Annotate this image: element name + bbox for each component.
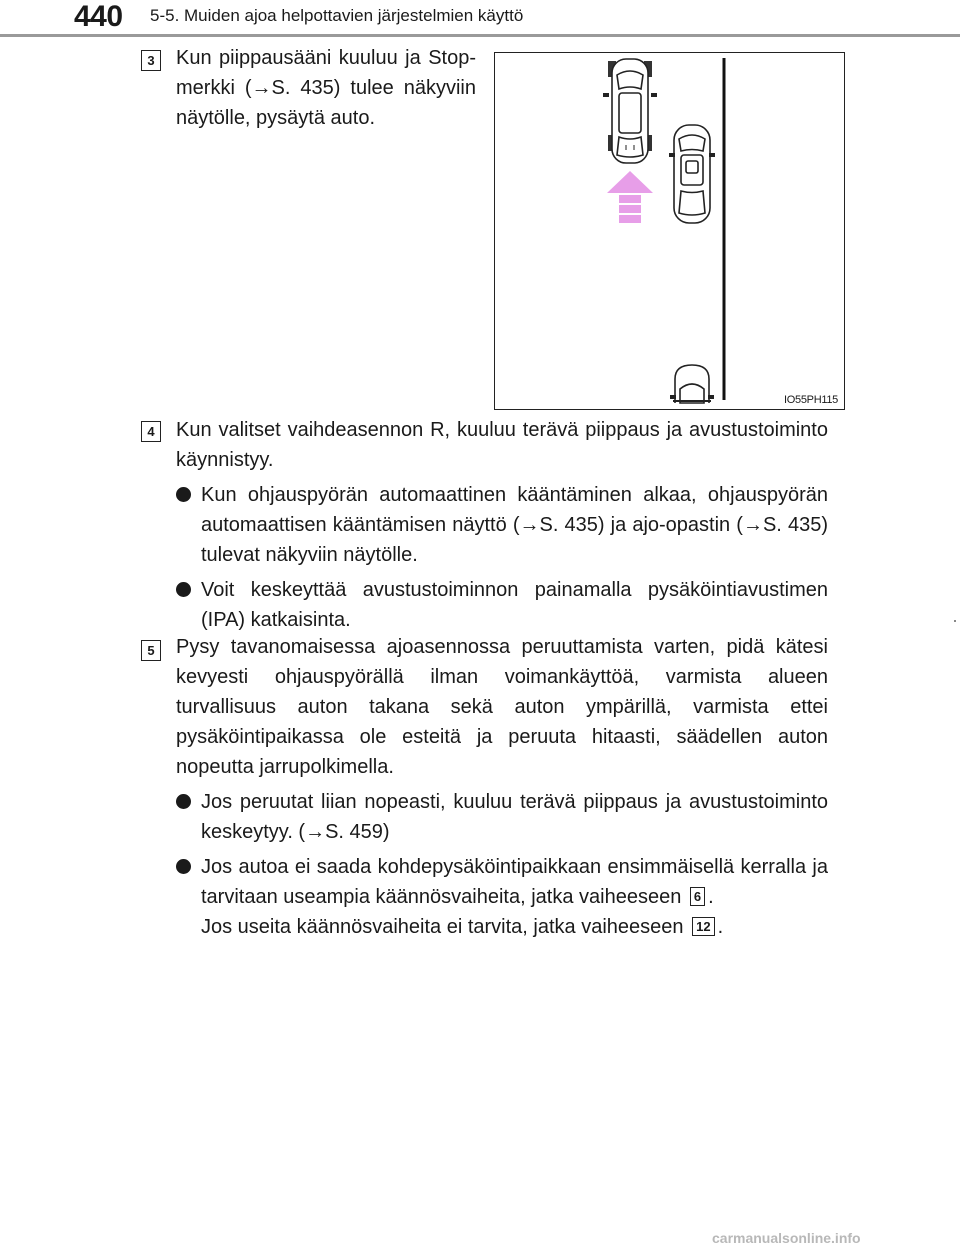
- list-item: [176, 852, 828, 942]
- bullet-text: Jos peruutat liian nopeasti, kuuluu terävä piippaus ja avustustoiminto keskeytyy. (→S. 459): [201, 791, 828, 843]
- parking-illustration: [494, 52, 845, 410]
- parked-car-rear-icon: [670, 365, 714, 403]
- list-item: [176, 787, 828, 847]
- step-badge-4: 4: [141, 421, 161, 442]
- step-badge-5: 5: [141, 640, 161, 661]
- bullet-icon: [176, 794, 191, 809]
- bullet-text: Kun ohjauspyörän automaattinen kääntäminen alkaa, ohjauspyörän automaattisen kääntämisen näyttö (→S. 435) ja ajo-opastin (→S. 435) tulevat näkyviin näytölle.: [201, 484, 828, 566]
- forward-arrow-icon: [607, 171, 653, 223]
- parking-diagram: [495, 53, 844, 409]
- bullet-text-part: .: [717, 916, 724, 938]
- header-divider: [0, 34, 960, 37]
- step-ref-badge-6: 6: [690, 887, 705, 906]
- step-3-text: Kun piippausääni kuuluu ja Stop-merkki (→S. 435) tulee näkyviin näytölle, pysäytä auto.: [176, 47, 476, 129]
- figure-code: IO55PH115: [784, 394, 838, 406]
- section-title: 5-5. Muiden ajoa helpottavien järjestelmien käyttö: [150, 6, 524, 25]
- list-item: [176, 480, 828, 570]
- ego-car-icon: [603, 59, 657, 163]
- bullet-text: Voit keskeyttää avustustoiminnon painamalla pysäköintiavustimen (IPA) katkaisinta.: [201, 579, 828, 631]
- bullet-icon: [176, 487, 191, 502]
- margin-mark: [954, 620, 956, 622]
- bullet-text-part: Jos useita käännösvaiheita ei tarvita, jatka vaiheeseen: [201, 916, 684, 938]
- bullet-icon: [176, 859, 191, 874]
- bullet-icon: [176, 582, 191, 597]
- step-4-text: Kun valitset vaihdeasennon R, kuuluu terävä piippaus ja avustustoiminto käynnistyy.: [176, 419, 828, 471]
- bullet-text-part: .: [708, 886, 714, 908]
- step-ref-badge-12: 12: [692, 917, 714, 936]
- bullet-text-part: Jos autoa ei saada kohdepysäköintipaikkaan ensimmäisellä kerralla ja tarvitaan useampia käännösvaiheita, jatka vaiheeseen: [201, 856, 828, 908]
- watermark: carmanualsonline.info: [712, 1230, 861, 1246]
- step-5-bullets: [176, 787, 828, 947]
- step-4-bullets: [176, 480, 828, 640]
- page-number: 440: [74, 0, 123, 33]
- step-badge-3: 3: [141, 50, 161, 71]
- list-item: [176, 575, 828, 635]
- step-5-text: Pysy tavanomaisessa ajoasennossa peruuttamista varten, pidä kätesi kevyesti ohjauspyörällä ilman voimankäyttöä, varmista alueen turvallisuus auton takana sekä auton ympärillä, varmista ettei pysäköintipaikassa ole esteitä ja peruuta hitaasti, säädellen auton nopeutta jarrupolkimella.: [176, 636, 828, 778]
- parked-car-front-icon: [669, 125, 715, 223]
